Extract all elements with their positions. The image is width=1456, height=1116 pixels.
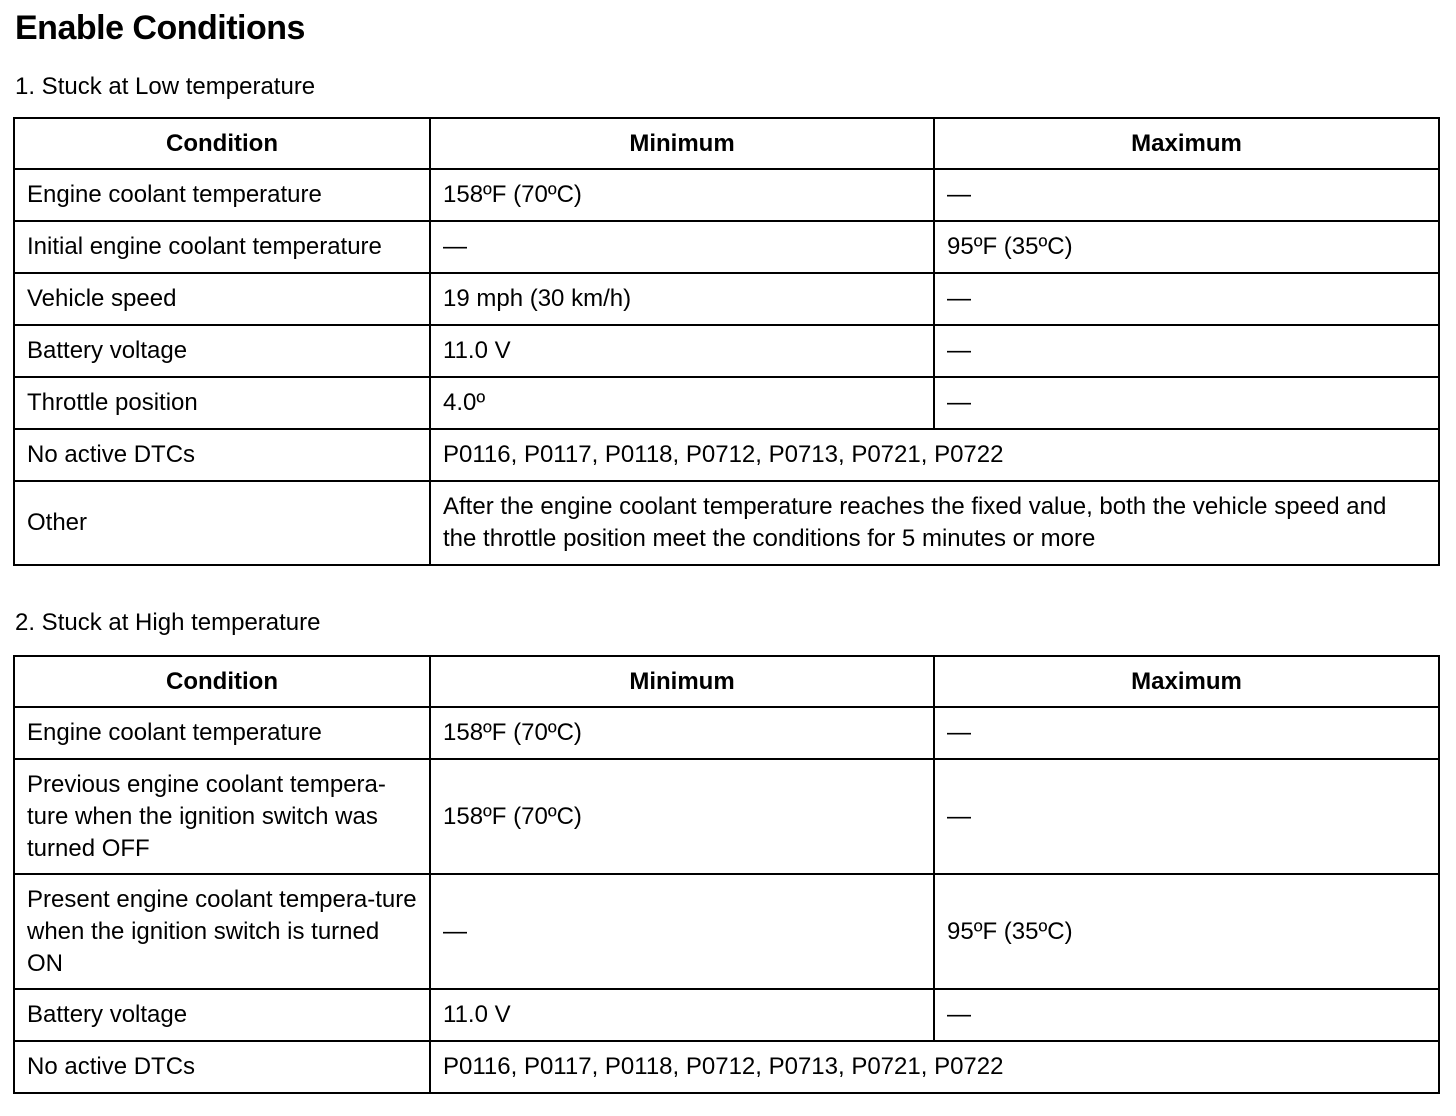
condition-cell: Throttle position	[14, 377, 430, 429]
condition-cell: Other	[14, 481, 430, 565]
condition-cell: Previous engine coolant tempera-ture when the ignition switch was turned OFF	[14, 759, 430, 874]
maximum-cell: —	[934, 989, 1439, 1041]
condition-cell: Battery voltage	[14, 989, 430, 1041]
table-row	[14, 169, 1439, 221]
condition-cell: No active DTCs	[14, 429, 430, 481]
column-header-maximum: Maximum	[934, 656, 1439, 707]
table-header-row	[14, 118, 1439, 169]
maximum-cell: —	[934, 325, 1439, 377]
merged-value-cell: P0116, P0117, P0118, P0712, P0713, P0721, P0722	[430, 429, 1439, 481]
table-row	[14, 273, 1439, 325]
condition-cell: Engine coolant temperature	[14, 707, 430, 759]
table-row	[14, 989, 1439, 1041]
table-row	[14, 481, 1439, 565]
section-heading-low-temperature: 1. Stuck at Low temperature	[15, 73, 316, 100]
minimum-cell: 19 mph (30 km/h)	[430, 273, 934, 325]
minimum-cell: 158ºF (70ºC)	[430, 759, 934, 874]
column-header-maximum: Maximum	[934, 118, 1439, 169]
conditions-table-low-temperature	[13, 117, 1440, 566]
table-row	[14, 429, 1439, 481]
maximum-cell: —	[934, 377, 1439, 429]
minimum-cell: 11.0 V	[430, 325, 934, 377]
minimum-cell: 11.0 V	[430, 989, 934, 1041]
column-header-minimum: Minimum	[430, 656, 934, 707]
condition-cell: Vehicle speed	[14, 273, 430, 325]
minimum-cell: 158ºF (70ºC)	[430, 169, 934, 221]
merged-value-cell: P0116, P0117, P0118, P0712, P0713, P0721, P0722	[430, 1041, 1439, 1093]
table-row	[14, 1041, 1439, 1093]
page-title: Enable Conditions	[15, 9, 305, 47]
condition-cell: Battery voltage	[14, 325, 430, 377]
condition-cell: Engine coolant temperature	[14, 169, 430, 221]
table-row	[14, 377, 1439, 429]
column-header-minimum: Minimum	[430, 118, 934, 169]
maximum-cell: 95ºF (35ºC)	[934, 221, 1439, 273]
table-row	[14, 874, 1439, 989]
maximum-cell: —	[934, 759, 1439, 874]
table-row	[14, 325, 1439, 377]
minimum-cell: —	[430, 874, 934, 989]
maximum-cell: —	[934, 273, 1439, 325]
maximum-cell: —	[934, 707, 1439, 759]
conditions-table-high-temperature	[13, 655, 1440, 1094]
maximum-cell: —	[934, 169, 1439, 221]
table-header-row	[14, 656, 1439, 707]
minimum-cell: —	[430, 221, 934, 273]
condition-cell: No active DTCs	[14, 1041, 430, 1093]
column-header-condition: Condition	[14, 656, 430, 707]
condition-cell: Present engine coolant tempera-ture when the ignition switch is turned ON	[14, 874, 430, 989]
merged-value-cell: After the engine coolant temperature reaches the fixed value, both the vehicle speed and the throttle position meet the conditions for 5 minutes or more	[430, 481, 1439, 565]
maximum-cell: 95ºF (35ºC)	[934, 874, 1439, 989]
table-row	[14, 221, 1439, 273]
table-row	[14, 759, 1439, 874]
section-heading-high-temperature: 2. Stuck at High temperature	[15, 609, 321, 636]
table-row	[14, 707, 1439, 759]
condition-cell: Initial engine coolant temperature	[14, 221, 430, 273]
minimum-cell: 4.0º	[430, 377, 934, 429]
minimum-cell: 158ºF (70ºC)	[430, 707, 934, 759]
column-header-condition: Condition	[14, 118, 430, 169]
